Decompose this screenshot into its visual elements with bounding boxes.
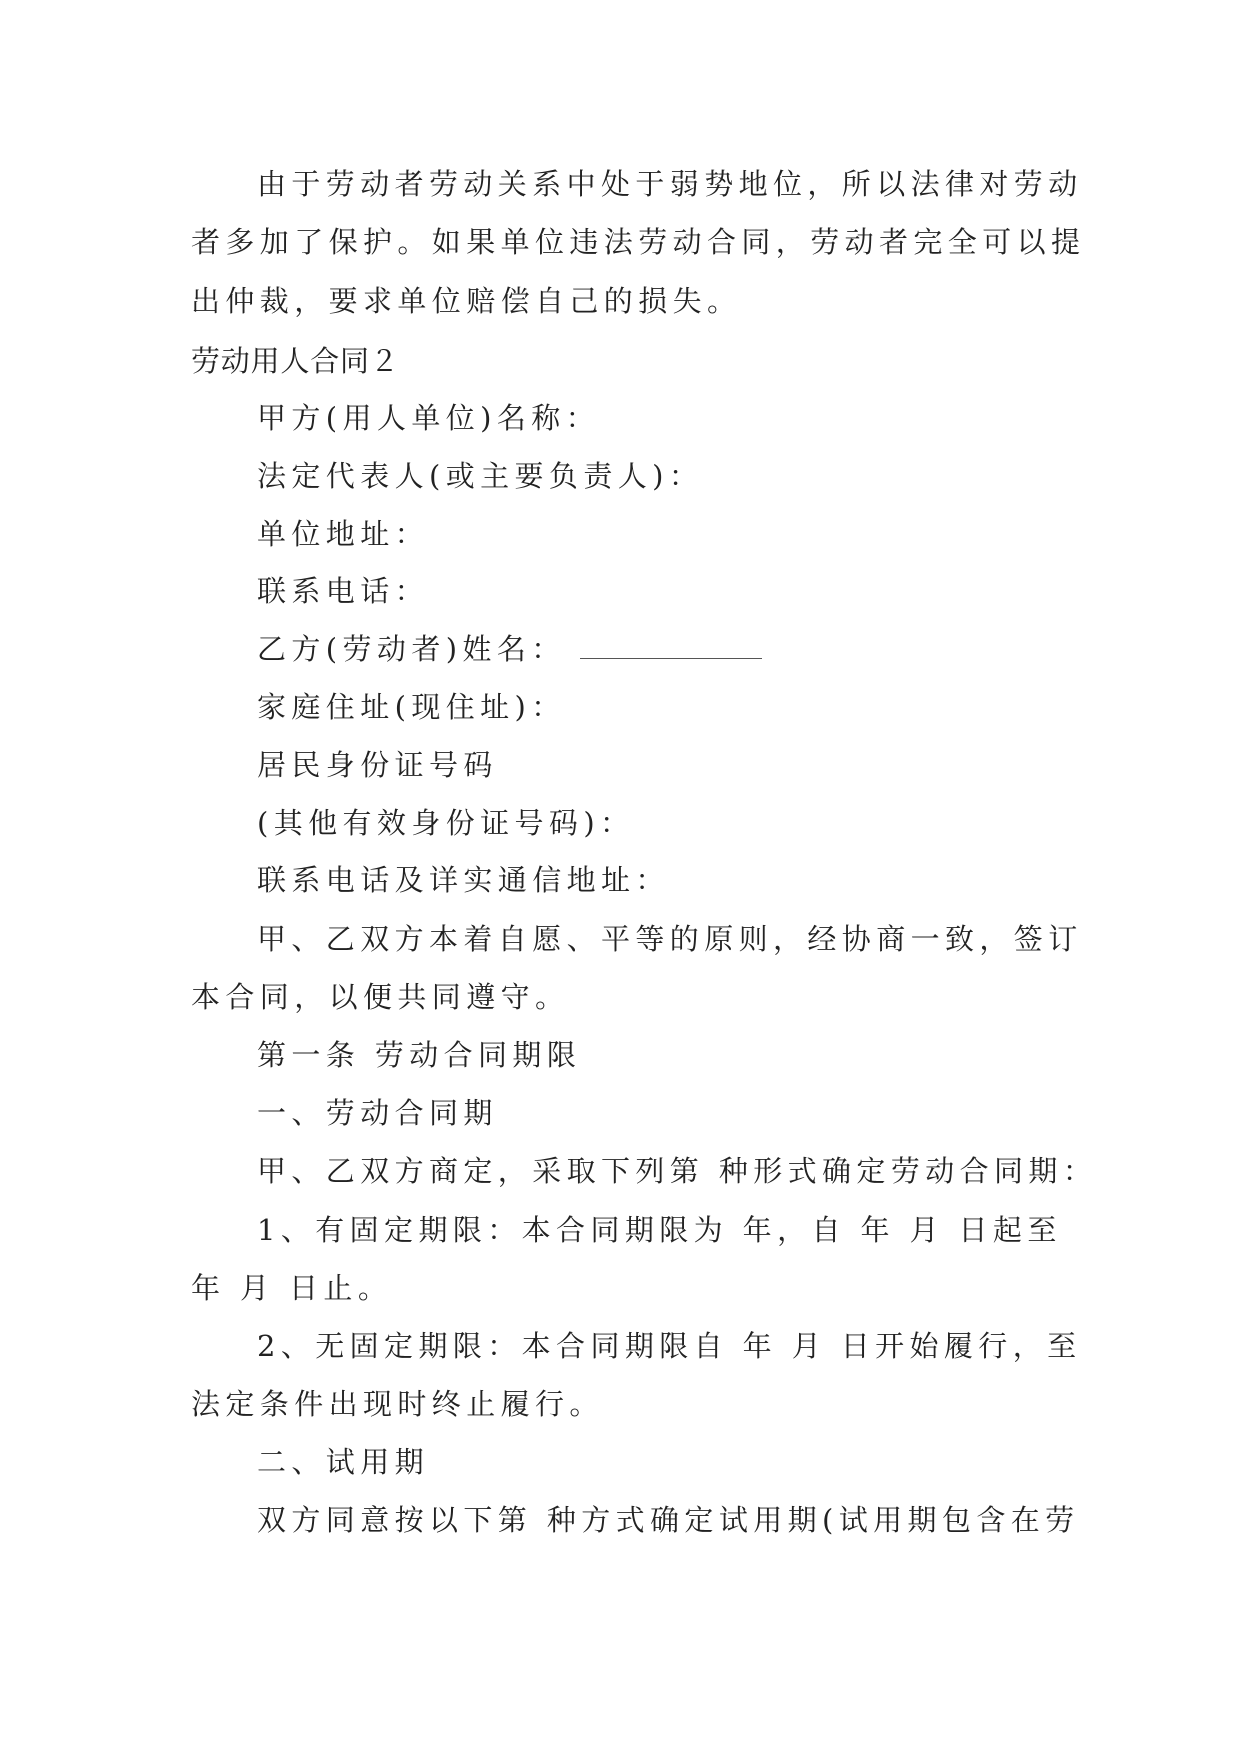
item-2-line-2: 法定条件出现时终止履行。 [191,1387,604,1421]
preamble-line-1: 甲、乙双方本着自愿、平等的原则，经协商一致，签订 [257,922,1083,956]
party-a-name-label: 甲方(用人单位)名称： [257,401,601,435]
article-1-heading: 第一条 劳动合同期限 [257,1038,582,1072]
intro-line-1: 由于劳动者劳动关系中处于弱势地位，所以法律对劳动 [257,167,1083,201]
party-b-id-label-1: 居民身份证号码 [257,748,498,782]
preamble-line-2: 本合同，以便共同遵守。 [191,980,570,1014]
section-2-intro: 双方同意按以下第 种方式确定试用期(试用期包含在劳 [257,1503,1080,1537]
section-2-heading: 二、试用期 [257,1445,430,1479]
item-1-line-2: 年 月 日止。 [191,1271,393,1305]
section-1-heading: 一、劳动合同期 [257,1096,498,1130]
intro-line-3: 出仲裁，要求单位赔偿自己的损失。 [191,284,742,318]
party-a-phone-label: 联系电话： [257,574,430,608]
section-1-intro: 甲、乙双方商定，采取下列第 种形式确定劳动合同期： [257,1154,1098,1188]
party-b-name-row [257,629,762,669]
item-1-line-1: 1、有固定期限：本合同期限为 年，自 年 月 日起至 [257,1213,1062,1247]
contract-title: 劳动用人合同２ [191,344,400,378]
party-b-id-label-2: (其他有效身份证号码)： [257,806,635,840]
party-b-name-label: 乙方(劳动者)姓名： [257,632,566,666]
party-b-contact-label: 联系电话及详实通信地址： [257,863,670,897]
party-b-name-blank [580,636,762,659]
party-a-address-label: 单位地址： [257,517,430,551]
intro-line-2: 者多加了保护。如果单位违法劳动合同，劳动者完全可以提 [191,225,1086,259]
party-b-home-address-label: 家庭住址(现住址)： [257,690,566,724]
item-2-line-1: 2、无固定期限：本合同期限自 年 月 日开始履行，至 [257,1329,1082,1363]
party-a-representative-label: 法定代表人(或主要负责人)： [257,459,704,493]
